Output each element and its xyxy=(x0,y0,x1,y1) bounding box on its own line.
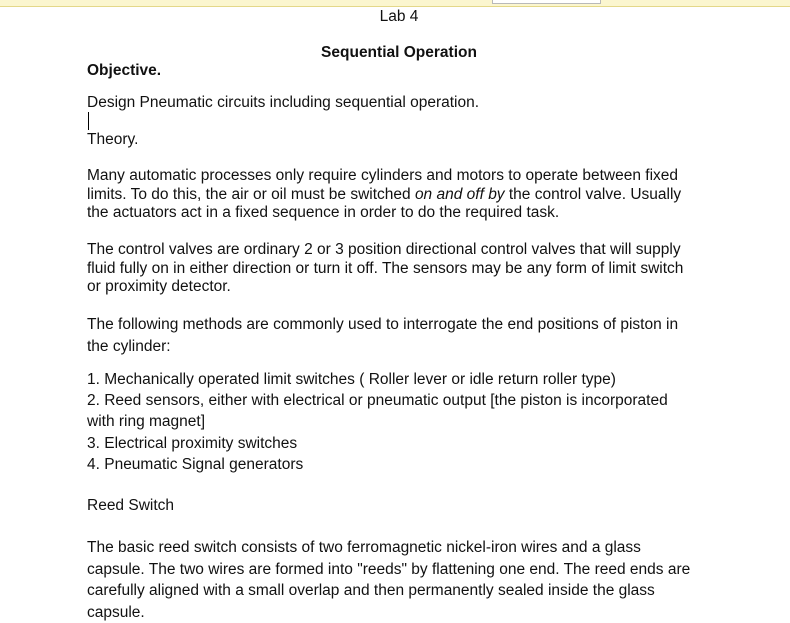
list-item: with ring magnet] xyxy=(87,411,668,432)
paragraph-line: capsule. xyxy=(87,602,727,623)
list-item: 3. Electrical proximity switches xyxy=(87,433,668,454)
objective-heading: Objective. xyxy=(87,62,161,80)
document-subject: Sequential Operation xyxy=(0,44,790,62)
paragraph-line xyxy=(87,186,727,205)
theory-paragraph-1 xyxy=(87,167,727,223)
reed-switch-heading: Reed Switch xyxy=(87,497,174,515)
list-item: 4. Pneumatic Signal generators xyxy=(87,454,668,475)
theory-paragraph-3 xyxy=(87,314,727,357)
line-text: the control valve. Usually xyxy=(505,186,682,203)
line-text: limits. To do this, the air or oil must be switched xyxy=(87,186,415,203)
lab-title: Lab 4 xyxy=(0,8,790,26)
theory-heading: Theory. xyxy=(87,131,138,149)
reed-switch-paragraph xyxy=(87,537,727,623)
paragraph-line: the actuators act in a fixed sequence in order to do the required task. xyxy=(87,204,727,223)
paragraph-line: capsule. The two wires are formed into "reeds" by flattening one end. The reed ends are xyxy=(87,559,727,581)
text-cursor xyxy=(88,112,89,130)
paragraph-line: or proximity detector. xyxy=(87,278,727,297)
paragraph-line: The control valves are ordinary 2 or 3 position directional control valves that will supply xyxy=(87,241,727,260)
objective-text: Design Pneumatic circuits including sequential operation. xyxy=(87,94,479,112)
paragraph-line: the cylinder: xyxy=(87,336,727,358)
paragraph-line: The basic reed switch consists of two ferromagnetic nickel-iron wires and a glass xyxy=(87,537,727,559)
theory-paragraph-2 xyxy=(87,241,727,297)
list-item: 2. Reed sensors, either with electrical or pneumatic output [the piston is incorporated xyxy=(87,390,668,411)
italic-text: on and off by xyxy=(415,186,505,203)
list-item: 1. Mechanically operated limit switches ( Roller lever or idle return roller type) xyxy=(87,369,668,390)
paragraph-line: carefully aligned with a small overlap and then permanently sealed inside the glass xyxy=(87,580,727,602)
methods-list xyxy=(87,369,668,475)
paragraph-line: fluid fully on in either direction or turn it off. The sensors may be any form of limit switch xyxy=(87,260,727,279)
paragraph-line: Many automatic processes only require cylinders and motors to operate between fixed xyxy=(87,167,727,186)
paragraph-line: The following methods are commonly used to interrogate the end positions of piston in xyxy=(87,314,727,336)
